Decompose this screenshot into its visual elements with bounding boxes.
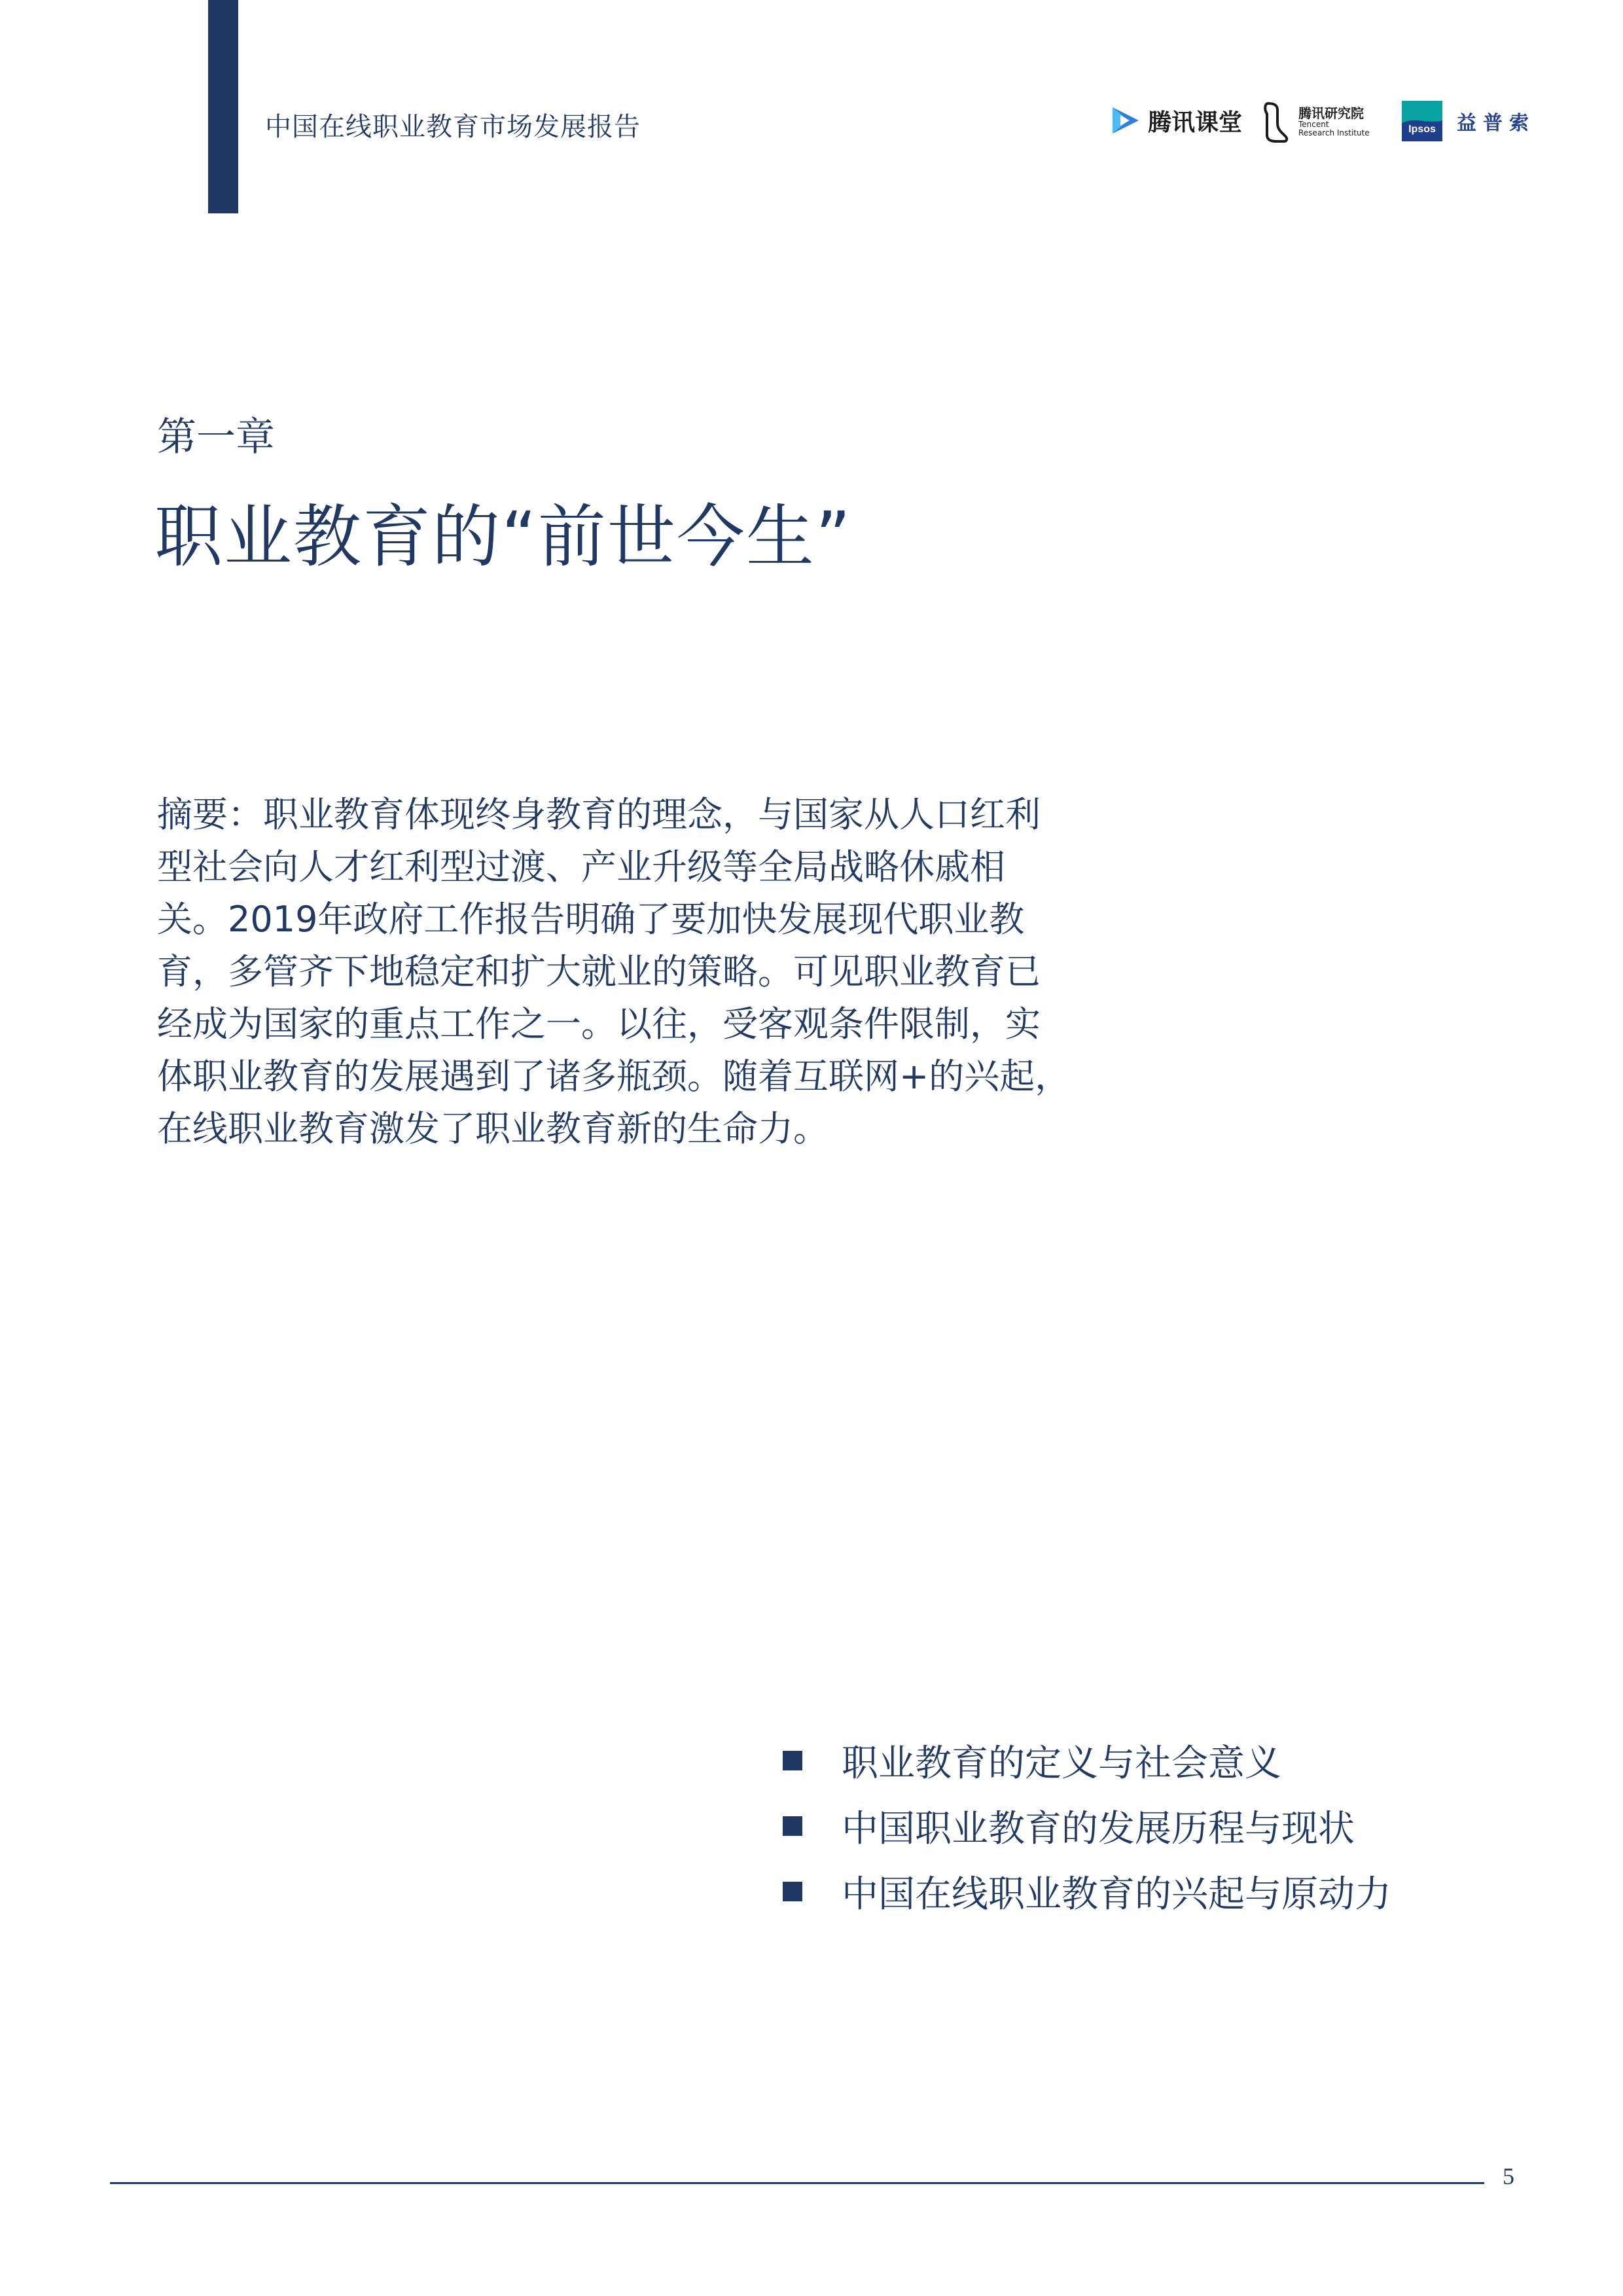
tencent-ketang-logo	[1106, 101, 1242, 140]
toc-item-label: 职业教育的定义与社会意义	[842, 1742, 1281, 1785]
chapter-title: 职业教育的“前世今生”	[154, 497, 852, 577]
header-accent-bar	[208, 0, 238, 213]
svg-text:Ipsos: Ipsos	[1408, 124, 1436, 135]
ipsos-badge-icon	[1402, 101, 1442, 141]
abstract-paragraph	[157, 789, 1126, 1155]
footer-divider	[110, 2182, 1484, 2184]
research-mark-icon	[1263, 101, 1289, 143]
toc-item-label: 中国在线职业教育的兴起与原动力	[842, 1873, 1391, 1916]
square-bullet-icon	[783, 1751, 802, 1770]
partner-logos	[1106, 97, 1538, 149]
ipsos-logo-cn: 益普索	[1457, 112, 1535, 135]
chapter-contents-list	[783, 1728, 1568, 1924]
ketang-logo-text: 腾讯课堂	[1148, 109, 1243, 136]
research-logo-en-2: Research Institute	[1298, 128, 1370, 137]
ipsos-logo	[1402, 99, 1535, 143]
abstract-line: 型社会向人才红利型过渡、产业升级等全局战略休戚相	[157, 846, 1005, 888]
toc-item	[783, 1793, 1568, 1859]
abstract-line: 摘要：职业教育体现终身教育的理念，与国家从人口红利	[157, 794, 1041, 835]
square-bullet-icon	[783, 1816, 802, 1836]
abstract-line: 关。2019年政府工作报告明确了要加快发展现代职业教	[157, 899, 1025, 940]
toc-item	[783, 1859, 1568, 1924]
tencent-research-logo	[1263, 99, 1370, 144]
abstract-line: 体职业教育的发展遇到了诸多瓶颈。随着互联网+的兴起，	[157, 1056, 1071, 1097]
toc-item-label: 中国职业教育的发展历程与现状	[842, 1808, 1355, 1850]
square-bullet-icon	[783, 1882, 802, 1901]
chapter-label: 第一章	[157, 414, 275, 460]
page-number: 5	[1503, 2163, 1514, 2189]
report-title: 中国在线职业教育市场发展报告	[265, 112, 641, 142]
ketang-play-icon	[1106, 102, 1143, 139]
abstract-line: 在线职业教育激发了职业教育新的生命力。	[157, 1108, 829, 1149]
research-logo-en-1: Tencent	[1298, 119, 1329, 129]
toc-item	[783, 1728, 1568, 1793]
abstract-line: 育，多管齐下地稳定和扩大就业的策略。可见职业教育已	[157, 951, 1041, 992]
research-logo-cn: 腾讯研究院	[1298, 105, 1364, 121]
abstract-line: 经成为国家的重点工作之一。以往，受客观条件限制，实	[157, 1003, 1041, 1045]
